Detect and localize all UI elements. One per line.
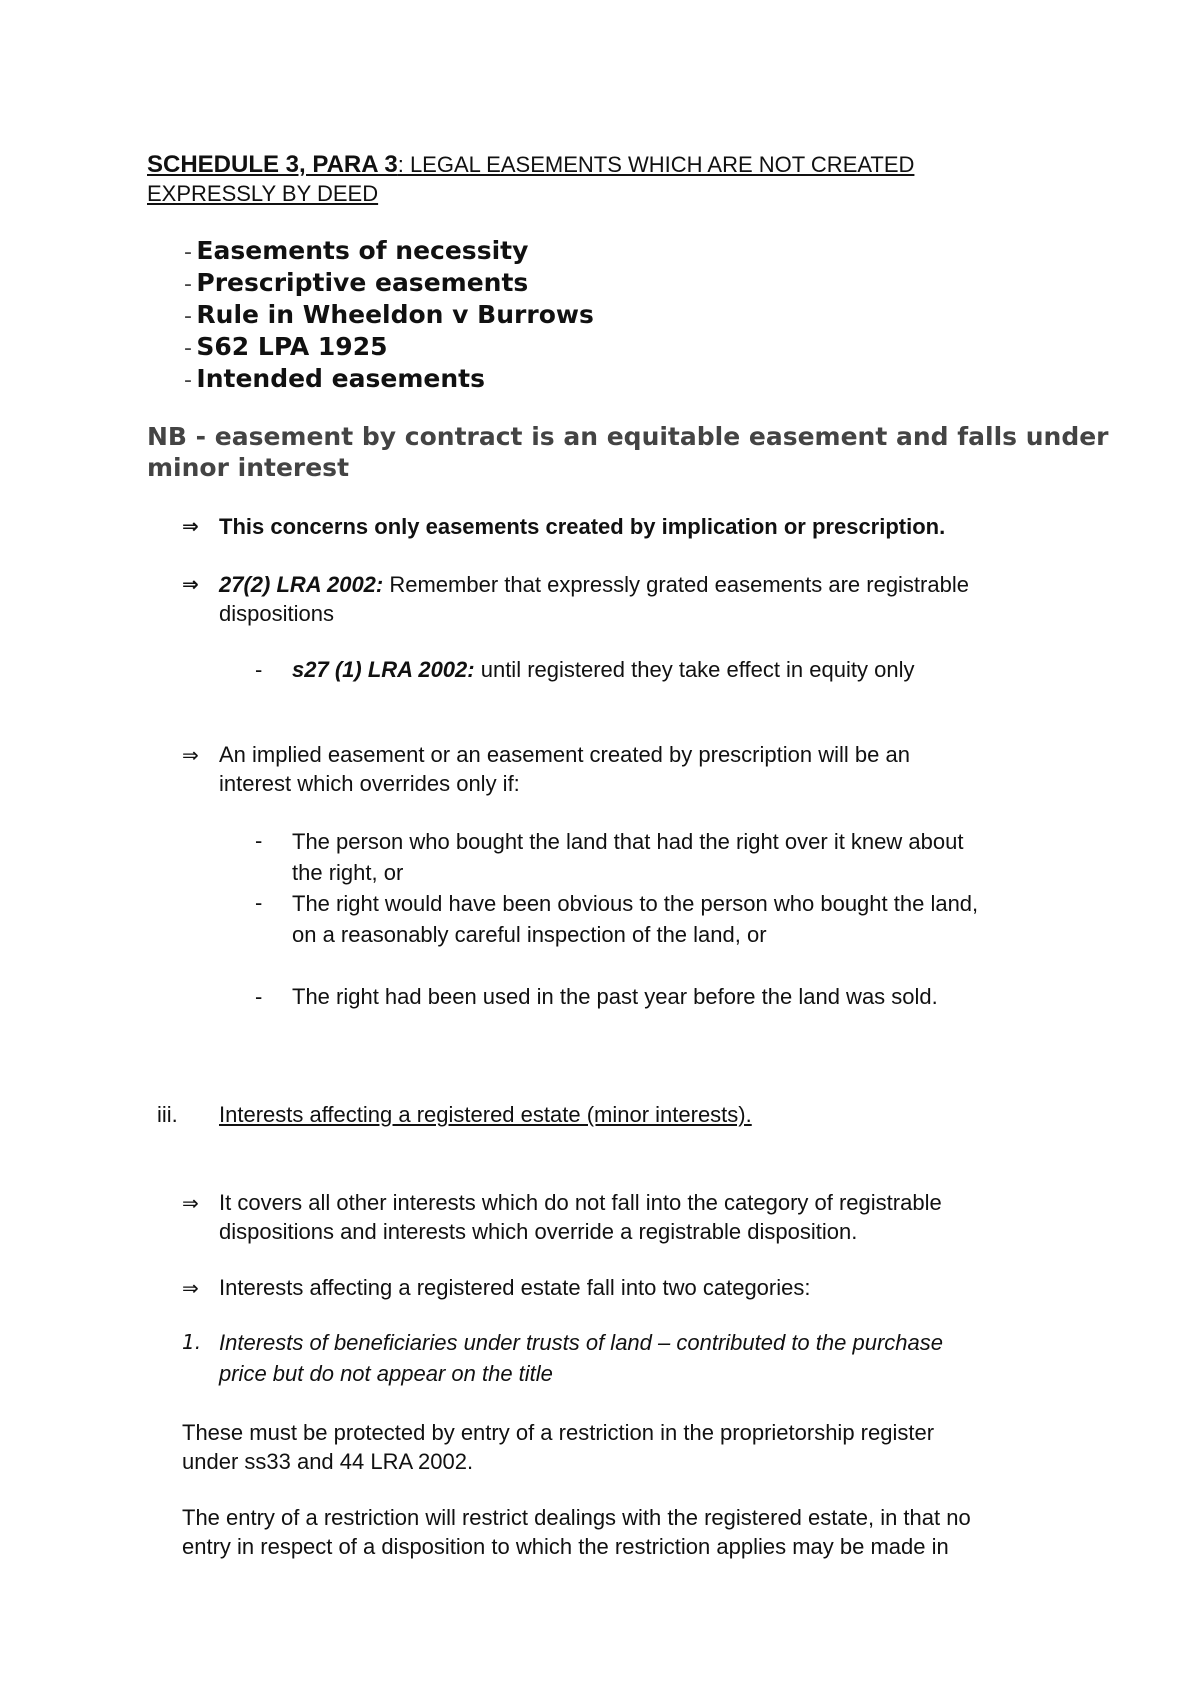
list-item: - S62 LPA 1925 [184, 332, 388, 361]
list-item-label: Prescriptive easements [196, 268, 529, 297]
category-beneficiaries: Interests of beneficiaries under trusts of land – contributed to the purchase price but do not appear on the title [219, 1330, 943, 1386]
arrow-icon: ⇒ [182, 743, 199, 767]
list-item: - Prescriptive easements [184, 268, 529, 297]
list-item-label: Easements of necessity [196, 236, 529, 265]
list-item: - Rule in Wheeldon v Burrows [184, 300, 594, 329]
dash-marker: - [255, 828, 263, 853]
dash-marker: - [255, 890, 263, 915]
arrow-icon: ⇒ [182, 572, 199, 596]
section-numeral: iii. [157, 1102, 178, 1127]
dash-marker: - [255, 984, 263, 1009]
dash-marker: - [255, 657, 263, 682]
sub-point-s27: s27 (1) LRA 2002: until registered they take effect in equity only [292, 657, 915, 682]
point-overrides: An implied easement or an easement created by prescription will be an interest which overrides only if: [219, 742, 910, 796]
condition-item: The person who bought the land that had the right over it knew about the right, or [292, 829, 964, 885]
list-number: 1. [182, 1330, 202, 1354]
list-item-label: Rule in Wheeldon v Burrows [196, 300, 594, 329]
paragraph-restriction: The entry of a restriction will restrict dealings with the registered estate, in that no entry in respect of a disposition to which the restriction applies may be made in [182, 1505, 971, 1559]
point-implication: This concerns only easements created by implication or prescription. [219, 514, 946, 539]
point-two-categories: Interests affecting a registered estate fall into two categories: [219, 1275, 811, 1300]
heading-rest-line2: EXPRESSLY BY DEED [147, 181, 379, 206]
point-registrable: 27(2) LRA 2002: Remember that expressly grated easements are registrable dispositions [219, 572, 969, 626]
easement-types-list [184, 236, 594, 396]
list-item: - Easements of necessity [184, 236, 529, 265]
list-item-label: S62 LPA 1925 [196, 332, 388, 361]
list-item: - Intended easements [184, 364, 485, 393]
condition-item: The right would have been obvious to the person who bought the land, on a reasonably careful inspection of the land, or [292, 891, 979, 947]
paragraph-protection: These must be protected by entry of a restriction in the proprietorship register under ss33 and 44 LRA 2002. [182, 1420, 935, 1474]
arrow-icon: ⇒ [182, 1276, 199, 1300]
arrow-icon: ⇒ [182, 514, 199, 538]
condition-item: The right had been used in the past year before the land was sold. [292, 984, 938, 1009]
arrow-icon: ⇒ [182, 1191, 199, 1215]
heading-rest-line1: : LEGAL EASEMENTS WHICH ARE NOT CREATED [397, 152, 915, 177]
section-title: Interests affecting a registered estate (minor interests). [219, 1102, 752, 1127]
section-heading [147, 150, 914, 208]
point-other-interests: It covers all other interests which do not fall into the category of registrable dispositions and interests which override a registrable disposition. [219, 1190, 942, 1244]
heading-lead: SCHEDULE 3, PARA 3 [147, 151, 398, 178]
list-item-label: Intended easements [196, 364, 485, 393]
nb-note: NB - easement by contract is an equitable easement and falls under minor interest [147, 422, 1109, 482]
